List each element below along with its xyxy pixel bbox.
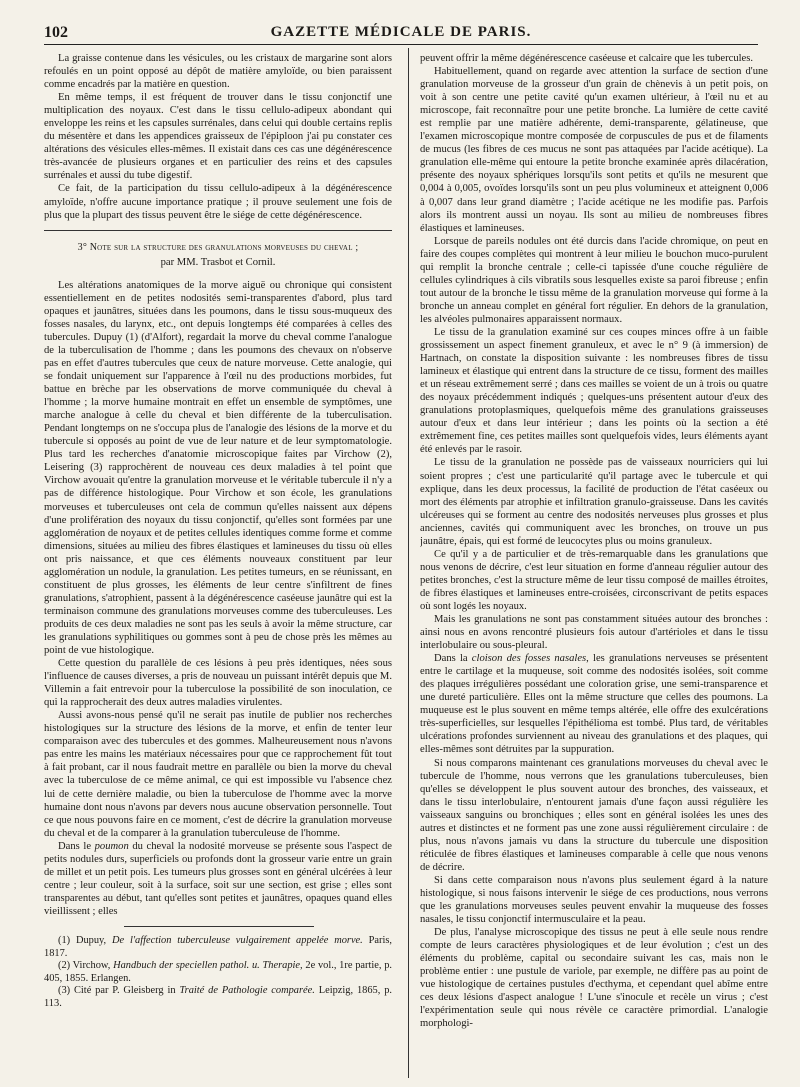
paragraph: Le tissu de la granulation ne possède pas de vaisseaux nourriciers qui lui soient propres ; c'est une particularité qu'il partage avec le tubercule et qui explique, dans les deux processus, la facilité de production de l'état caséeux ou mort des éléments par atrophie et infiltration granulo-graisseuse. Dans les cavités ulcéreuses qui se forment au centre des nodosités nerveuses plus grosses et plus anciennes, cavités qui communiquent avec les bronches, on trouve un pus jaunâtre, épais, qui est formé de leucocytes plus ou moins granuleux. [420,457,768,547]
paragraph [420,652,768,756]
paragraph: De plus, l'analyse microscopique des tissus ne peut à elle seule nous rendre compte de leurs caractères physiologiques et de leur évolution ; c'est un des éléments du problème, capital ou secondaire suivant les cas, mais non le problème entier : une pustule de variole, par exemple, ne diffère pas au point de vue histologique de certaines pustules d'ecthyma, et cependant quel abîme entre ces deux lésions d'aspect analogue ! L'une s'inocule et recèle un virus ; c'est l'expérimentation seule qui nous révèle ce caractère primordial. L'analogie morphologi- [420,927,768,1030]
footnote [44,960,392,985]
paragraph: Les altérations anatomiques de la morve aiguë ou chronique qui consistent essentiellement en de petites nodosités semi-transparentes d'abord, plus tard opaques et jaunâtres, situées dans les poumons, dans le tissu sous-muqueux des fosses nasales, du larynx, etc., ont depuis longtemps été comparées à celles des tubercules. Dupuy (1) (d'Alfort), regardait la morve du cheval comme l'analogue de la tuberculisation de l'homme ; dans les poumons des chevaux on n'observe pas en effet d'autres tubercules que ceux de nature morveuse. Cette analogie, qui se fondait uniquement sur l'apparence à l'œil nu des productions morbides, fut battue en brèche par les observations de morve communiquée du cheval à l'homme ; la morve humaine montrait en effet un ensemble de symptômes, une marche analogue à celle du cheval et bien différente de la tuberculisation. Pendant longtemps on ne s'occupa plus de l'analogie des lésions de la morve et du tubercule si opposés au point de vue de leur nature et de leur symptomatologie. Plus tard les recherches d'anatomie microscopique faites par Virchow (2), Leisering (3) rapprochèrent de nouveau ces deux maladies à tel point que Virchow avouait qu'entre la granulation morveuse et le véritable tubercule il n'y a pas de différence histologique. Pour Virchow et son école, les granulations morveuses et tuberculeuses ont cela de commun qu'elles naissent aux dépens d'une prolifération des noyaux du tissu conjonctif, qu'elles sont formées par une agglomération de noyaux et de petites cellules identiques comme forme et comme dimensions, situées au milieu des fibres élastiques et lamineuses du tissu où elles ont pris naissance, et que ces éléments nouveaux constituent par leur agglomération un nodule, la granulation. Les petites tumeurs, en se réunissant, en constituent de plus grosses, les éléments de leur centre s'infiltrent de fines granulations, s'atrophient, passent à la dégénérescence caséeuse jaunâtre qui est la terminaison commune des granulations morveuses comme des tuberculeuses. Les produits de ces deux maladies ne sont pas les seuls à avoir la même structure, car les granulations syphilitiques ou gommes sont à peu de chose près les mêmes au point de vue histologique. [44,279,392,657]
page-header [44,22,758,45]
paragraph: Ce fait, de la participation du tissu cellulo-adipeux à la dégénérescence amyloïde, n'offre aucune importance pratique ; il prouve seulement une fois de plus que la plupart des tissus peuvent être le siége de cette dégénérescence. [44,183,392,221]
footnote [44,935,392,960]
italic-title: Traité de Pathologie comparée. [179,985,315,997]
italic-title: Handbuch der speciellen pathol. u. Therapie, [113,960,303,972]
text-run: (3) Cité par P. Gleisberg in [58,985,180,997]
italic-term: poumon [94,840,129,852]
paragraph [44,840,392,918]
note-heading [44,241,392,254]
text-run: (1) Dupuy, [58,935,112,946]
paragraph: Si nous comparons maintenant ces granulations morveuses du cheval avec le tubercule de l'homme, nous verrons que les granulations tuberculeuses, bien qu'elles se développent le plus souvent autour des bronches, des vaisseaux, et dans le tissu interlobulaire, n'entourent jamais d'une façon aussi régulière les vaisseaux sanguins ou bronchiques ; elles sont en général isolées les unes des autres et distinctes et ne forment pas une zone aussi régulièrement circulaire : de plus, nous n'avons jamais vu dans la structure du tubercule une disposition réticulée de fibres élastiques et lamineuses comparable à celle que nous venons de décrire. [420,757,768,873]
paragraph: Aussi avons-nous pensé qu'il ne serait pas inutile de publier nos recherches histologiques sur la structure des lésions de la morve, et enfin de tenter leur comparaison avec des tubercules et des gommes. Malheureusement nous n'avons pas entre les mains les matériaux nécessaires pour que ce rapprochement fût tout à fait probant, car il nous faudrait mettre en parallèle ou bien la morve du cheval avec la tuberculose de ce même animal, ce qui est impossible vu l'absence chez lui de cette dernière maladie, ou bien la tuberculose de l'homme avec la morve humaine dont nous n'avons par devers nous aucune observation personnelle. Tout ce que nous pouvons faire en ce moment, c'est de décrire la granulation morveuse du cheval et de la comparer à la granulation tuberculeuse de l'homme. [44,710,392,839]
journal-title: GAZETTE MÉDICALE DE PARIS. [270,24,532,40]
paragraph: Ce qu'il y a de particulier et de très-remarquable dans les granulations que nous venons de décrire, c'est leur situation en forme d'anneau régulier autour des petites bronches, c'est la structure même de leur tissu composé de mailles étroites, de fibres élastiques et lamineuses entre-croisées, circonscrivant de petits espaces où sont logés les noyaux. [420,548,768,612]
paragraph: peuvent offrir la même dégénérescence caséeuse et calcaire que les tubercules. [420,53,754,64]
italic-term: cloison des fosses nasales [471,653,587,665]
text-run: du cheval la nodosité morveuse se présente sous l'aspect de petits nodules durs, superficiels ou profonds dont la grosseur varie entre un grain de millet et un petit pois. Les tumeurs plus grosses sont en général ulcérées à leur centre ; leur couleur, soit à la surface, soit sur une section, est grise ; elles sont transparentes au début, tant qu'elles sont petites et jaunâtres, opaques quand elles vieillissent ; elles [44,840,392,917]
text-run: Paris, 1817. [44,935,392,959]
text-run: Dans le [58,840,95,852]
text-run: , les granulations nerveuses se présentent entre le cartilage et la muqueuse, soit comme des nodosités isolées, soit comme des plaques irrégulières possédant une coloration grise, une semi-transparence et une dureté particulière. Elles ont la même structure que celles des poumons. La muqueuse est le plus souvent en même temps altérée, elle offre des exulcérations très-superficielles, sur lesquelles l'épithélioma est tombé. Plus tard, de véritables ulcérations profondes surviennent au niveau des granulations et des plaques, qui elles-mêmes sont détruites par la suppuration. [420,653,768,756]
text-run: 2e vol., 1re partie, p. 405, 1855. Erlangen. [44,960,392,984]
note-title: 3° Note sur la structure des granulations morveuses du cheval ; [77,241,359,253]
left-column [44,52,392,1047]
paragraph: En même temps, il est fréquent de trouver dans le tissu conjonctif une multiplication des noyaux. C'est dans le tissu cellulo-adipeux abondant qui enveloppe les reins et les capsules surrénales, dans celui qui double certains replis du mésentère et dans les appendices graisseux de l'épiploon j'ai pu constater ces altérations des vésicules elles-mêmes. Il existait dans ces cas une dégénérescence très-avancée de plusieurs organes et en particulier des reins et des capsules surrénales et aussi du tube digestif. [44,92,392,182]
text-run: Dans la [434,653,472,665]
footnotes [44,935,392,1011]
italic-title: De l'affection tuberculeuse vulgairement appelée morve. [112,935,363,946]
footnote [44,985,392,1010]
page-number: 102 [44,24,68,41]
right-column [420,52,768,1082]
paragraph: Cette question du parallèle de ces lésions à peu près identiques, nées sous l'influence de causes diverses, a pris de nouveau un puissant intérêt depuis que M. Villemin a fait entrevoir pour la tuberculose la possibilité de son inoculation, ce qui la rapprocherait des deux autres maladies virulentes. [44,658,392,709]
paragraph: La graisse contenue dans les vésicules, ou les cristaux de margarine sont alors refoulés en un point opposé au dépôt de matière amyloïde, ou bien paraissent comme encadrés par la matière en question. [44,53,392,91]
paragraph: Si dans cette comparaison nous n'avons plus seulement égard à la nature histologique, si nous faisons intervenir le siége de ces productions, nous verrons que les granulations morveuses seules peuvent envahir la muqueuse des fosses nasales, le tissu conjonctif intermusculaire et la peau. [420,874,768,926]
section-rule [44,230,392,231]
footnote-rule [124,926,314,927]
paragraph: Mais les granulations ne sont pas constamment situées autour des bronches : ainsi nous en avons rencontré plusieurs fois autour d'artérioles et dans le tissu interlobulaire ou sous-pleural. [420,614,768,652]
text-run: Leipzig, 1865, p. 113. [44,985,392,1009]
paragraph: Habituellement, quand on regarde avec attention la surface de section d'une granulation morveuse de la grosseur d'un grain de chènevis à un petit pois, on voit à son centre une petite cavité qu'un examen ultérieur, à l'œil nu et au microscope, fait reconnaître pour une petite bronche. La lumière de cette cavité est remplie par une matière adhérente, demi-transparente, gélatineuse, que l'examen microscopique montre composée de corpuscules de pus et de filaments de mucus (les fibres de ces mucus ne sont pas attaquées par l'acide acétique). La granulation elle-même qui entoure la petite bronche examinée après dilacération, présente des noyaux sphériques lorsqu'ils sont petits et qu'ils ne mesurent que 0,004 à 0,005, ovoïdes lorsqu'ils sont un peu plus volumineux et atteignent 0,006 à 0,007 dans leur grand diamètre ; l'acide acétique ne les modifie pas. Parfois alors ils montrent aussi un noyau. Ils sont au milieu de nombreuses fibres élastiques et lamineuses. [420,66,768,234]
text-run: (2) Virchow, [58,960,114,972]
paragraph: Lorsque de pareils nodules ont été durcis dans l'acide chromique, on peut en faire des coupes complètes qui montrent à leur milieu le bouchon muco-purulent qui remplit la bronche centrale ; celle-ci tapissée d'une couche régulière de cellules cylindriques à cils vibratils sous lesquelles existe sa paroi fibreuse ; enfin tout autour de la bronche le tissu même de la granulation morveuse qui forme à la bronche un anneau complet en général fort régulier. En dehors de la granulation, les alvéoles pulmonaires apparaissent normaux. [420,235,768,325]
paragraph: Le tissu de la granulation examiné sur ces coupes minces offre à un faible grossissement un aspect finement granuleux, et avec le n° 9 (à immersion) de Hartnach, on constate la disposition suivante : les nombreuses fibres de tissu lamineux et élastique qui entrent dans la structure de ce tissu, forment des mailles et un réseau extrêmement serré ; dans ces mailles se voient de un à trois ou quatre des noyaux précédemment indiqués ; quelques-uns présentent autour d'eux des granulations protoplasmiques, quelquefois même des granulations graisseuses autour d'eux et dans leur intérieur ; dans les points où la section a été extrêmement fine, ces petites mailles sont quelquefois vides, leurs éléments ayant été enlevés par le rasoir. [420,326,768,456]
column-divider [408,48,409,1078]
note-authors: par MM. Trasbot et Cornil. [160,256,276,268]
